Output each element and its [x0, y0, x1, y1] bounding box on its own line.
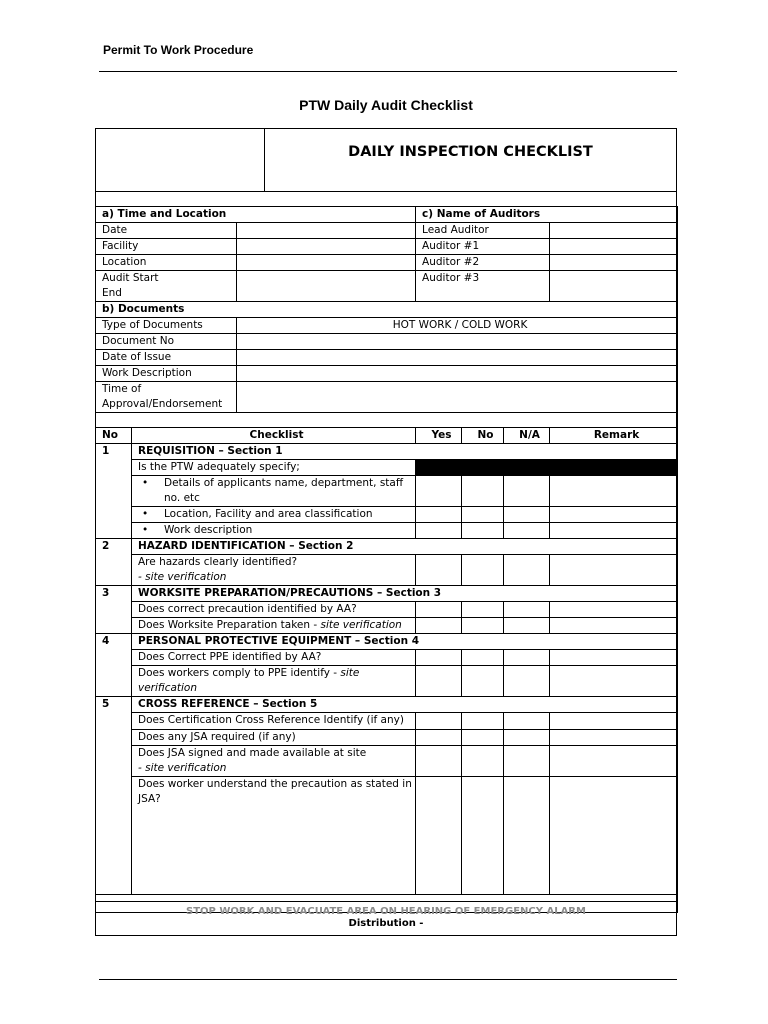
remark-cell[interactable] [550, 555, 678, 586]
section-5-title: CROSS REFERENCE – Section 5 [132, 697, 678, 713]
document-no-field[interactable] [237, 334, 678, 350]
approval-label: Time of Approval/Endorsement [96, 382, 237, 413]
yes-cell[interactable] [416, 666, 462, 697]
na-cell[interactable] [504, 476, 550, 507]
col-header-no-answer: No [462, 428, 504, 444]
remark-cell[interactable] [550, 666, 678, 697]
distribution-label: Distribution - [348, 918, 424, 929]
bullet-icon: • [142, 508, 149, 520]
audit-start-label: Audit Start [102, 272, 159, 284]
auditor-2-field[interactable] [550, 255, 678, 271]
approval-field[interactable] [237, 382, 678, 413]
table-row [96, 239, 678, 255]
section-1-number: 1 [96, 444, 132, 539]
emergency-warning: STOP WORK AND EVACUATE AREA ON HEARING OF EMERGENCY ALARM [186, 906, 586, 917]
yes-cell[interactable] [416, 476, 462, 507]
no-cell[interactable] [462, 713, 504, 730]
box-title: DAILY INSPECTION CHECKLIST [348, 144, 593, 160]
yes-cell[interactable] [416, 523, 462, 539]
document-no-label: Document No [96, 334, 237, 350]
section-a-heading: a) Time and Location [96, 207, 416, 223]
date-of-issue-label: Date of Issue [96, 350, 237, 366]
location-label: Location [96, 255, 237, 271]
remark-cell[interactable] [550, 476, 678, 507]
table-row [96, 713, 678, 730]
no-cell[interactable] [462, 507, 504, 523]
lead-auditor-label: Lead Auditor [416, 223, 550, 239]
table-row [96, 730, 678, 746]
facility-label: Facility [96, 239, 237, 255]
no-cell[interactable] [462, 476, 504, 507]
yes-cell[interactable] [416, 650, 462, 666]
type-of-documents-value: HOT WORK / COLD WORK [237, 318, 678, 334]
table-row [96, 318, 678, 334]
location-field[interactable] [237, 255, 416, 271]
no-cell[interactable] [462, 650, 504, 666]
section-4-number: 4 [96, 634, 132, 697]
na-cell[interactable] [504, 666, 550, 697]
table-row [96, 460, 678, 476]
na-cell[interactable] [504, 523, 550, 539]
col-header-remark: Remark [550, 428, 678, 444]
remark-cell[interactable] [550, 730, 678, 746]
table-row [96, 602, 678, 618]
table-row [96, 650, 678, 666]
table-row [96, 666, 678, 697]
checklist-table [95, 206, 678, 913]
na-cell[interactable] [504, 602, 550, 618]
auditor-3-field[interactable] [550, 271, 678, 302]
s1-shaded-cell [416, 460, 678, 476]
bullet-icon: • [142, 524, 149, 536]
table-row [96, 586, 678, 602]
facility-field[interactable] [237, 239, 416, 255]
type-of-documents-label: Type of Documents [96, 318, 237, 334]
remark-cell[interactable] [550, 602, 678, 618]
s3-question-2: Does Worksite Preparation taken - site verification [132, 618, 416, 634]
spacer-row [96, 413, 678, 428]
na-cell[interactable] [504, 746, 550, 777]
table-row [96, 366, 678, 382]
table-row [96, 382, 678, 413]
footer [95, 901, 677, 936]
yes-cell[interactable] [416, 730, 462, 746]
table-row [96, 507, 678, 523]
s5-question-3: Does JSA signed and made available at site - site verification [132, 746, 416, 777]
remark-cell[interactable] [550, 713, 678, 730]
table-row [96, 746, 678, 777]
section-1-title: REQUISITION – Section 1 [132, 444, 678, 460]
work-description-label: Work Description [96, 366, 237, 382]
section-3-number: 3 [96, 586, 132, 634]
remark-cell[interactable] [550, 650, 678, 666]
table-row [96, 476, 678, 507]
no-cell[interactable] [462, 602, 504, 618]
table-row [96, 444, 678, 460]
auditor-2-label: Auditor #2 [416, 255, 550, 271]
table-row [96, 539, 678, 555]
no-cell[interactable] [462, 555, 504, 586]
no-cell[interactable] [462, 523, 504, 539]
audit-time-labels [96, 271, 237, 302]
section-4-title: PERSONAL PROTECTIVE EQUIPMENT – Section 4 [132, 634, 678, 650]
section-3-title: WORKSITE PREPARATION/PRECAUTIONS – Section 3 [132, 586, 678, 602]
audit-time-field[interactable] [237, 271, 416, 302]
s1-question-1: Is the PTW adequately specify; [132, 460, 416, 476]
yes-cell[interactable] [416, 777, 462, 895]
s4-question-2: Does workers comply to PPE identify - site verification [132, 666, 416, 697]
remark-cell[interactable] [550, 507, 678, 523]
col-header-na: N/A [504, 428, 550, 444]
no-cell[interactable] [462, 666, 504, 697]
no-cell[interactable] [462, 746, 504, 777]
remark-cell[interactable] [550, 618, 678, 634]
running-header: Permit To Work Procedure [103, 43, 254, 57]
bullet-icon: • [142, 477, 149, 489]
table-row [96, 255, 678, 271]
na-cell[interactable] [504, 777, 550, 895]
lead-auditor-field[interactable] [550, 223, 678, 239]
auditor-1-field[interactable] [550, 239, 678, 255]
na-cell[interactable] [504, 507, 550, 523]
footer-rule [99, 979, 677, 980]
remark-cell[interactable] [550, 777, 678, 895]
na-cell[interactable] [504, 618, 550, 634]
col-header-no: No [96, 428, 132, 444]
na-cell[interactable] [504, 713, 550, 730]
table-row [96, 618, 678, 634]
date-of-issue-field[interactable] [237, 350, 678, 366]
s1-bullet-1: • Details of applicants name, department, staff no. etc [132, 476, 416, 507]
yes-cell[interactable] [416, 555, 462, 586]
checklist-header-row [96, 428, 678, 444]
remark-cell[interactable] [550, 523, 678, 539]
yes-cell[interactable] [416, 618, 462, 634]
section-2-number: 2 [96, 539, 132, 586]
na-cell[interactable] [504, 730, 550, 746]
section-c-heading: c) Name of Auditors [416, 207, 678, 223]
table-row [96, 334, 678, 350]
auditor-3-label: Auditor #3 [416, 271, 550, 302]
date-label: Date [96, 223, 237, 239]
table-row [96, 697, 678, 713]
table-row [96, 634, 678, 650]
table-row [96, 350, 678, 366]
remark-cell[interactable] [550, 746, 678, 777]
table-row [96, 777, 678, 895]
section-2-title: HAZARD IDENTIFICATION – Section 2 [132, 539, 678, 555]
header-separator [95, 191, 677, 192]
table-row [96, 271, 678, 302]
auditor-1-label: Auditor #1 [416, 239, 550, 255]
s5-question-1: Does Certification Cross Reference Identify (if any) [132, 713, 416, 730]
col-header-yes: Yes [416, 428, 462, 444]
yes-cell[interactable] [416, 746, 462, 777]
na-cell[interactable] [504, 555, 550, 586]
table-row [96, 523, 678, 539]
na-cell[interactable] [504, 650, 550, 666]
s2-question-1: Are hazards clearly identified? - site verification [132, 555, 416, 586]
s4-question-1: Does Correct PPE identified by AA? [132, 650, 416, 666]
s5-question-2: Does any JSA required (if any) [132, 730, 416, 746]
table-row [96, 223, 678, 239]
section-b-heading: b) Documents [96, 302, 678, 318]
section-5-number: 5 [96, 697, 132, 895]
date-field[interactable] [237, 223, 416, 239]
s1-bullet-2: • Location, Facility and area classification [132, 507, 416, 523]
s1-bullet-3: • Work description [132, 523, 416, 539]
header-rule [99, 71, 677, 72]
no-cell[interactable] [462, 730, 504, 746]
s5-question-4: Does worker understand the precaution as stated in JSA? [132, 777, 416, 895]
section-a-c-header-row [96, 207, 678, 223]
col-header-checklist: Checklist [132, 428, 416, 444]
yes-cell[interactable] [416, 507, 462, 523]
end-label: End [102, 287, 122, 299]
table-row [96, 555, 678, 586]
no-cell[interactable] [462, 777, 504, 895]
document-title: PTW Daily Audit Checklist [299, 97, 473, 113]
yes-cell[interactable] [416, 713, 462, 730]
yes-cell[interactable] [416, 602, 462, 618]
no-cell[interactable] [462, 618, 504, 634]
s3-question-1: Does correct precaution identified by AA? [132, 602, 416, 618]
section-b-header-row [96, 302, 678, 318]
work-description-field[interactable] [237, 366, 678, 382]
